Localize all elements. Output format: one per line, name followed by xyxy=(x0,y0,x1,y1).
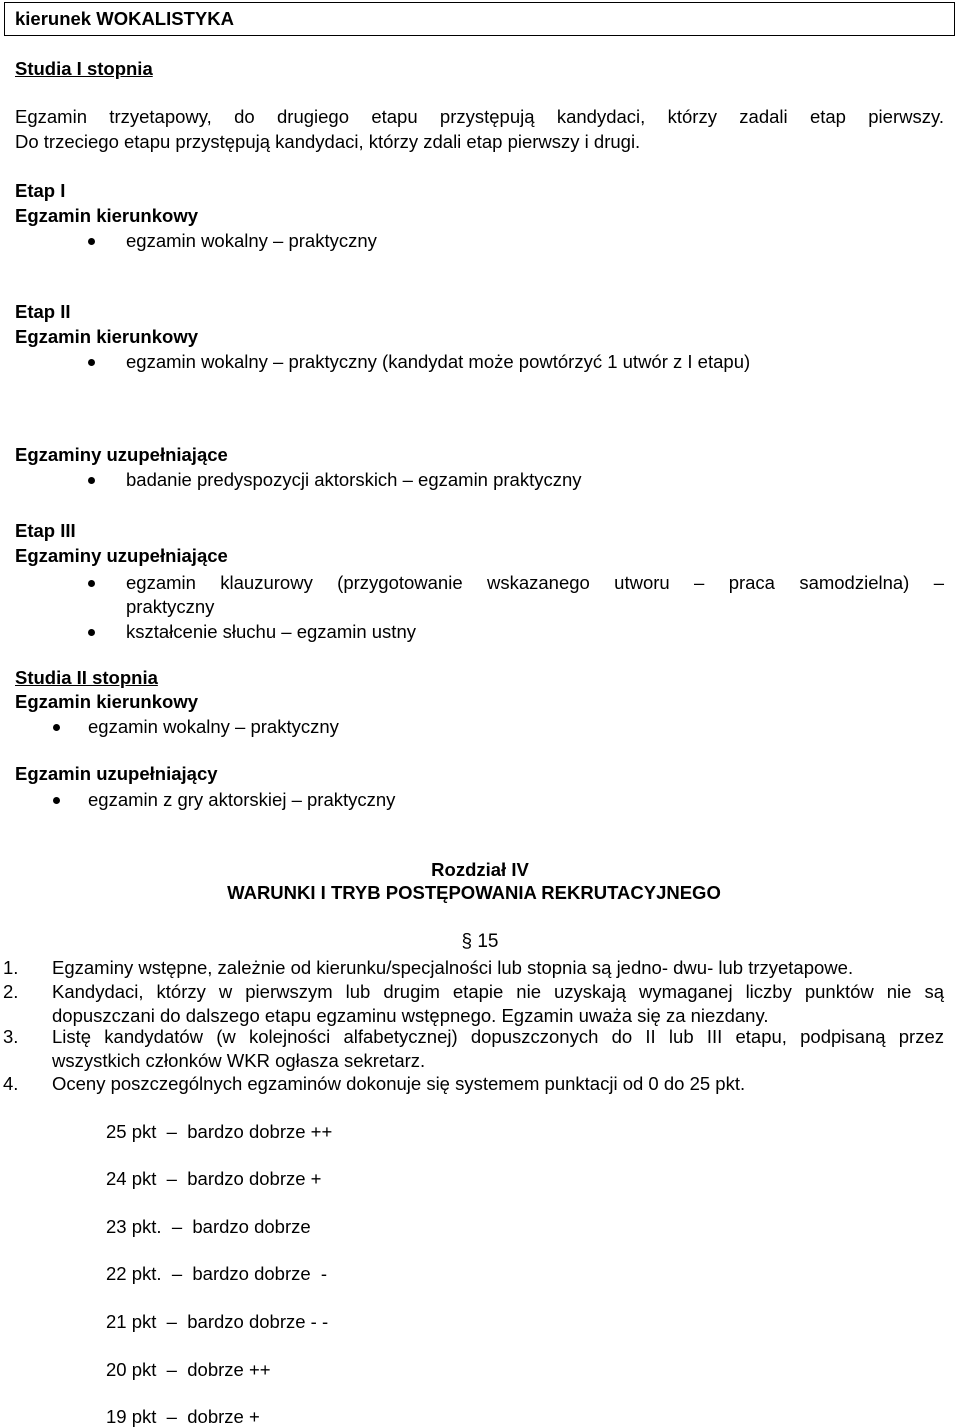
etap-3-item-1-line-1: egzamin klauzurowy (przygotowanie wskazanego utworu – praca samodzielna) – xyxy=(126,572,944,593)
uzup-1-item: badanie predyspozycji aktorskich – egzamin praktyczny xyxy=(126,469,582,490)
bullet-icon xyxy=(88,238,95,245)
etap-2-subtitle: Egzamin kierunkowy xyxy=(15,326,198,347)
etap-3-subtitle: Egzaminy uzupełniające xyxy=(15,545,228,566)
studia-2-uzup-item: egzamin z gry aktorskiej – praktyczny xyxy=(88,789,396,810)
grade-item: 22 pkt. – bardzo dobrze - xyxy=(106,1263,328,1284)
etap-3-title: Etap III xyxy=(15,520,76,541)
grade-item: 21 pkt – bardzo dobrze - - xyxy=(106,1311,329,1332)
page-header xyxy=(4,2,955,36)
header-title: kierunek WOKALISTYKA xyxy=(15,8,234,29)
chapter-title: Rozdział IV xyxy=(431,859,529,880)
studia-2-item: egzamin wokalny – praktyczny xyxy=(88,716,339,737)
rule-number: 1. xyxy=(3,957,19,978)
rule-number: 4. xyxy=(3,1073,19,1094)
bullet-icon xyxy=(88,359,95,366)
rule-text: wszystkich członków WKR ogłasza sekretarz. xyxy=(52,1050,426,1071)
etap-2-item: egzamin wokalny – praktyczny (kandydat może powtórzyć 1 utwór z I etapu) xyxy=(126,351,751,372)
etap-3-item-1-line-2: praktyczny xyxy=(126,596,215,617)
grade-item: 25 pkt – bardzo dobrze ++ xyxy=(106,1121,333,1142)
bullet-icon xyxy=(88,477,95,484)
intro-line-1: Egzamin trzyetapowy, do drugiego etapu przystępują kandydaci, którzy zadali etap pierwszy. xyxy=(15,106,944,127)
etap-2-title: Etap II xyxy=(15,301,71,322)
etap-1-title: Etap I xyxy=(15,180,66,201)
bullet-icon xyxy=(53,724,60,731)
section-heading-studia-2: Studia II stopnia xyxy=(15,667,158,688)
grade-item: 23 pkt. – bardzo dobrze xyxy=(106,1216,311,1237)
section-heading-studia-1: Studia I stopnia xyxy=(15,58,153,79)
rule-number: 3. xyxy=(3,1026,19,1047)
uzup-1-subtitle: Egzaminy uzupełniające xyxy=(15,444,228,465)
rule-text: Kandydaci, którzy w pierwszym lub drugim etapie nie uzyskają wymaganej liczby punktów nie są xyxy=(52,981,944,1002)
rule-text: Oceny poszczególnych egzaminów dokonuje się systemem punktacji od 0 do 25 pkt. xyxy=(52,1073,746,1094)
bullet-icon xyxy=(88,580,95,587)
studia-2-subtitle: Egzamin kierunkowy xyxy=(15,691,198,712)
etap-3-item-2: kształcenie słuchu – egzamin ustny xyxy=(126,621,416,642)
grade-item: 20 pkt – dobrze ++ xyxy=(106,1359,271,1380)
intro-line-2: Do trzeciego etapu przystępują kandydaci, którzy zdali etap pierwszy i drugi. xyxy=(15,131,641,152)
grade-item: 24 pkt – bardzo dobrze + xyxy=(106,1168,322,1189)
bullet-icon xyxy=(88,629,95,636)
etap-1-item: egzamin wokalny – praktyczny xyxy=(126,230,377,251)
rule-text: Listę kandydatów (w kolejności alfabetycznej) dopuszczonych do II lub III etapu, podpisaną przez xyxy=(52,1026,944,1047)
bullet-icon xyxy=(53,797,60,804)
chapter-subtitle: WARUNKI I TRYB POSTĘPOWANIA REKRUTACYJNEGO xyxy=(227,882,721,903)
rule-text: Egzaminy wstępne, zależnie od kierunku/specjalności lub stopnia są jedno- dwu- lub trzyetapowe. xyxy=(52,957,854,978)
rule-number: 2. xyxy=(3,981,19,1002)
rule-text: dopuszczani do dalszego etapu egzaminu wstępnego. Egzamin uważa się za niezdany. xyxy=(52,1005,769,1026)
etap-1-subtitle: Egzamin kierunkowy xyxy=(15,205,198,226)
grade-item: 19 pkt – dobrze + xyxy=(106,1406,260,1427)
section-number: § 15 xyxy=(461,931,499,952)
studia-2-uzup-subtitle: Egzamin uzupełniający xyxy=(15,763,218,784)
